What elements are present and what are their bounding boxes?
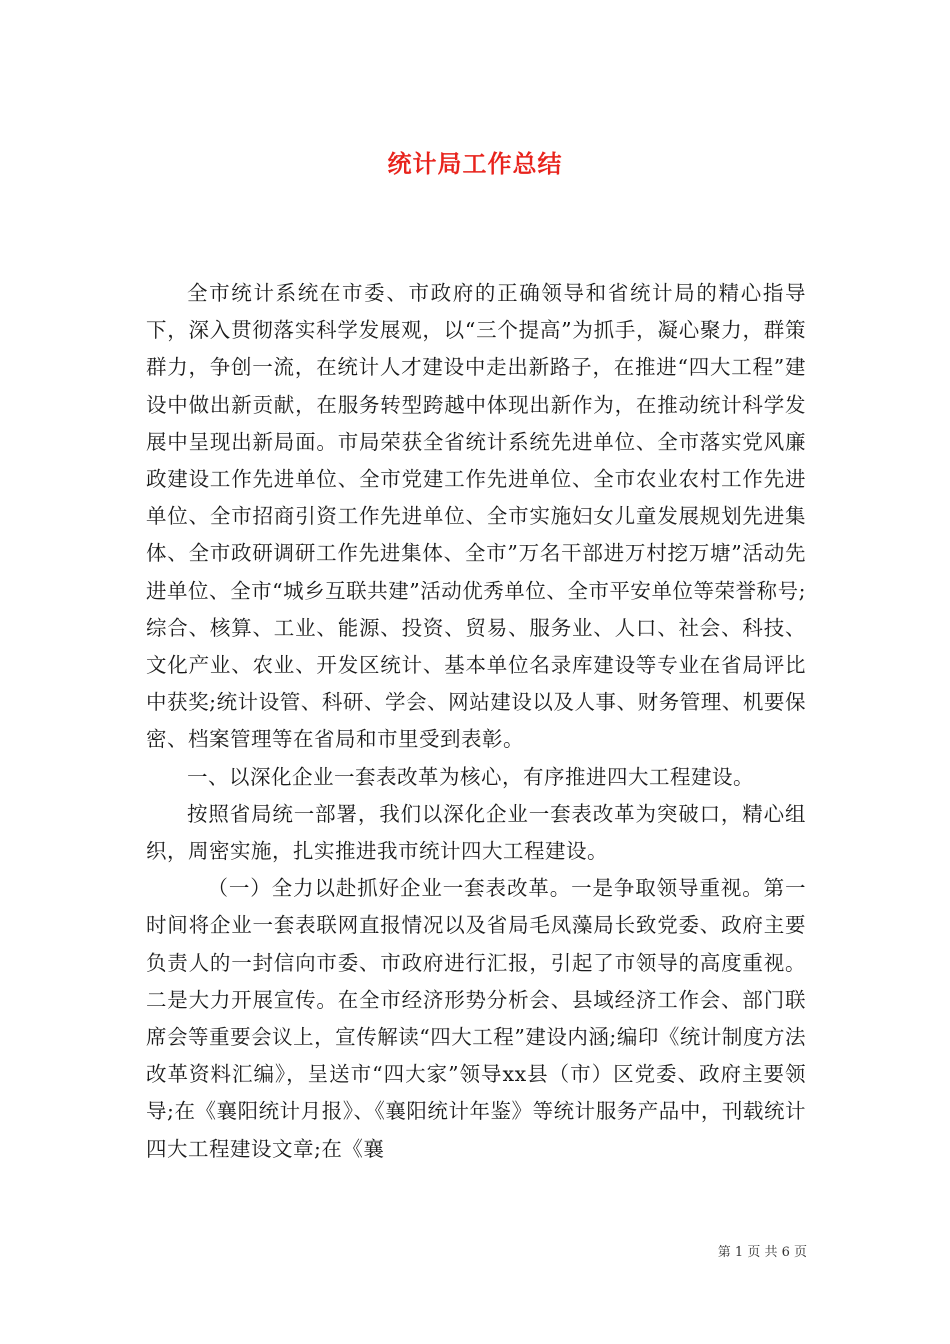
page-title: 统计局工作总结 <box>387 149 563 179</box>
paragraph-intro: 全市统计系统在市委、市政府的正确领导和省统计局的精心指导下，深入贯彻落实科学发展观，以“三个提高”为抓手，凝心聚力，群策群力，争创一流，在统计人才建设中走出新路子，在推进“四大工程”建设中做出新贡献，在服务转型跨越中体现出新作为，在推动统计科学发展中呈现出新局面。市局荣获全省统计系统先进单位、全市落实党风廉政建设工作先进单位、全市党建工作先进单位、全市农业农村工作先进单位、全市招商引资工作先进单位、全市实施妇女儿童发展规划先进集体、全市政研调研工作先进集体、全市”万名干部进万村挖万塘”活动先进单位、全市“城乡互联共建”活动优秀单位、全市平安单位等荣誉称号;综合、核算、工业、能源、投资、贸易、服务业、人口、社会、科技、文化产业、农业、开发区统计、基本单位名录库建设等专业在省局评比中获奖;统计设管、科研、学会、网站建设以及人事、财务管理、机要保密、档案管理等在省局和市里受到表彰。 <box>146 281 806 752</box>
paragraph-section-intro: 按照省局统一部署，我们以深化企业一套表改革为突破口，精心组织，周密实施，扎实推进我市统计四大工程建设。 <box>146 801 806 864</box>
page-indicator: 第 1 页 共 6 页 <box>717 1245 807 1260</box>
document-body <box>146 275 806 1168</box>
paragraph-section-heading: 一、以深化企业一套表改革为核心，有序推进四大工程建设。 <box>187 764 754 789</box>
paragraph-subsection: （一）全力以赴抓好企业一套表改革。一是争取领导重视。第一时间将企业一套表联网直报情况以及省局毛凤藻局长致党委、政府主要负责人的一封信向市委、市政府进行汇报，引起了市领导的高度重视。二是大力开展宣传。在全市经济形势分析会、县域经济工作会、部门联席会等重要会议上，宣传解读“四大工程”建设内涵;编印《统计制度方法改革资料汇编》，呈送市“四大家”领导xx县（市）区党委、政府主要领导;在《襄阳统计月报》、《襄阳统计年鉴》等统计服务产品中，刊载统计四大工程建设文章;在《襄 <box>146 876 806 1161</box>
